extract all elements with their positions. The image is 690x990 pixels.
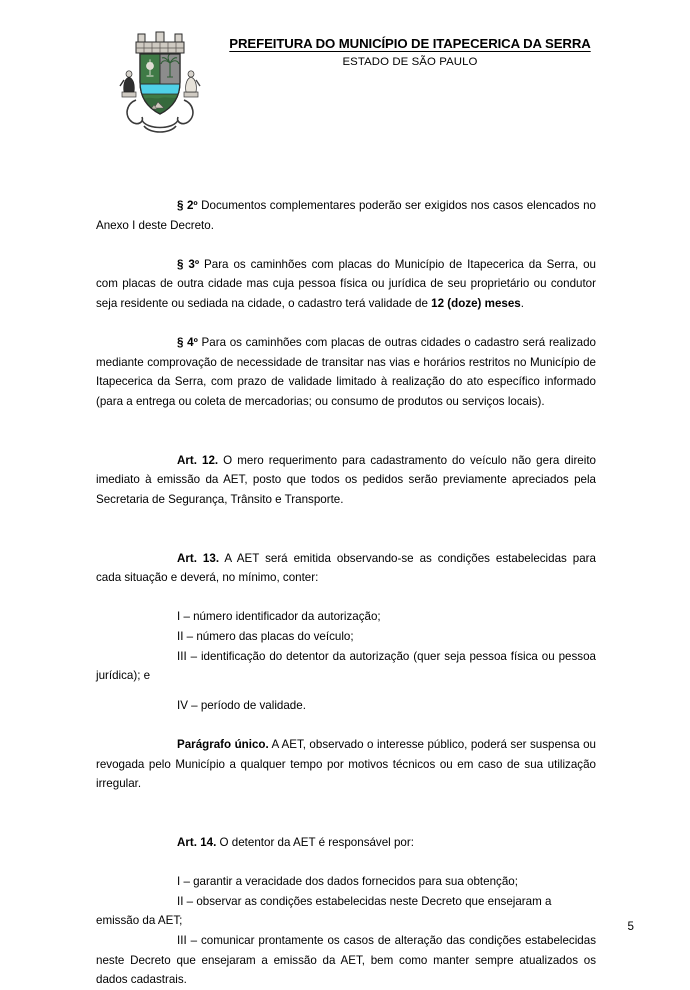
article-12-text: O mero requerimento para cadastramento do veículo não gera direito imediato à emissão da AET, posto que todos os pedidos serão previamente apreciados pela Secretaria de Segurança, Trânsito e Transporte. [96, 453, 596, 506]
article-13-item-ii [96, 627, 596, 647]
coat-of-arms-icon [118, 30, 202, 142]
article-14-text: O detentor da AET é responsável por: [216, 836, 414, 849]
article-14-marker: Art. 14. [177, 836, 217, 849]
spacer [96, 235, 596, 255]
document-header [0, 28, 690, 143]
article-13-item-i-text: I – número identificador da autorização; [177, 610, 381, 624]
paragrafo-unico-marker: Parágrafo único. [177, 738, 269, 752]
header-text-block [200, 36, 620, 69]
spacer [96, 510, 596, 530]
header-subtitle: ESTADO DE SÃO PAULO [342, 55, 478, 68]
paragraph-4-marker: § 4º [177, 336, 198, 350]
spacer [96, 813, 596, 833]
paragraph-2 [96, 196, 596, 235]
spacer [96, 794, 596, 814]
spacer [96, 715, 596, 735]
paragraph-2-marker: § 2º [177, 199, 198, 212]
article-14-item-iii-text: III – comunicar prontamente os casos de alteração das condições estabelecidas neste Decreto que ensejaram a emissão da AET, bem como manter sempre atualizados os dados cadastrais. [96, 933, 596, 987]
article-14-item-i-text: I – garantir a veracidade dos dados fornecidos para sua obtenção; [177, 875, 518, 889]
paragraph-4 [96, 333, 596, 411]
article-14-item-i [96, 872, 596, 892]
article-13-item-i [96, 607, 596, 627]
header-title: PREFEITURA DO MUNICÍPIO DE ITAPECERICA DA SERRA [229, 36, 591, 51]
article-13-item-ii-text: II – número das placas do veículo; [177, 630, 354, 644]
article-14-item-ii [96, 892, 596, 931]
article-13 [96, 549, 596, 588]
article-13-marker: Art. 13. [177, 551, 220, 565]
spacer [96, 314, 596, 334]
article-13-item-iv [96, 696, 596, 716]
spacer [96, 686, 596, 696]
paragrafo-unico-text: A AET, observado o interesse público, poderá ser suspensa ou revogada pelo Município a qualquer tempo por motivos técnicos ou em caso de sua utilização irregular. [96, 738, 596, 791]
paragraph-3-validity: 12 (doze) meses [431, 296, 521, 310]
article-13-item-iv-text: IV – período de validade. [177, 698, 306, 712]
document-body [96, 196, 596, 990]
paragraph-3-marker: § 3º [177, 257, 200, 271]
spacer [96, 412, 596, 432]
article-13-item-iii-text: III – identificação do detentor da autorização (quer seja pessoa física ou pessoa jurídica); e [96, 649, 596, 683]
article-13-text: A AET será emitida observando-se as condições estabelecidas para cada situação e deverá, no mínimo, conter: [96, 551, 596, 585]
paragraph-3-text-b: . [520, 296, 524, 310]
article-12 [96, 451, 596, 510]
article-13-item-iii [96, 647, 596, 686]
article-14-item-ii-text: II – observar as condições estabelecidas neste Decreto que ensejaram a emissão da AET; [96, 894, 552, 928]
spacer [96, 853, 596, 873]
page-number: 5 [627, 920, 634, 934]
paragraph-3-text-a: Para os caminhões com placas do Município de Itapecerica da Serra, ou com placas de outra cidade mas cuja pessoa física ou jurídica de seu proprietário ou condutor seja residente ou sediada na cidade, o cadastro terá validade de [96, 257, 597, 310]
paragraph-4-text: Para os caminhões com placas de outras cidades o cadastro será realizado mediante comprovação de necessidade de transitar nas vias e horários restritos no Município de Itapecerica da Serra, com prazo de validade limitado à realização do ato específico informado (para a entrega ou coleta de mercadorias; ou consumo de produtos ou serviços locais). [96, 336, 596, 408]
paragraph-3 [96, 255, 596, 314]
article-14 [96, 833, 596, 853]
paragraph-2-text: Documentos complementares poderão ser exigidos nos casos elencados no Anexo I deste Decreto. [96, 199, 596, 232]
article-12-marker: Art. 12. [177, 453, 219, 467]
spacer [96, 529, 596, 549]
spacer [96, 431, 596, 451]
paragrafo-unico [96, 735, 596, 794]
article-14-item-iii [96, 931, 596, 990]
spacer [96, 588, 596, 608]
